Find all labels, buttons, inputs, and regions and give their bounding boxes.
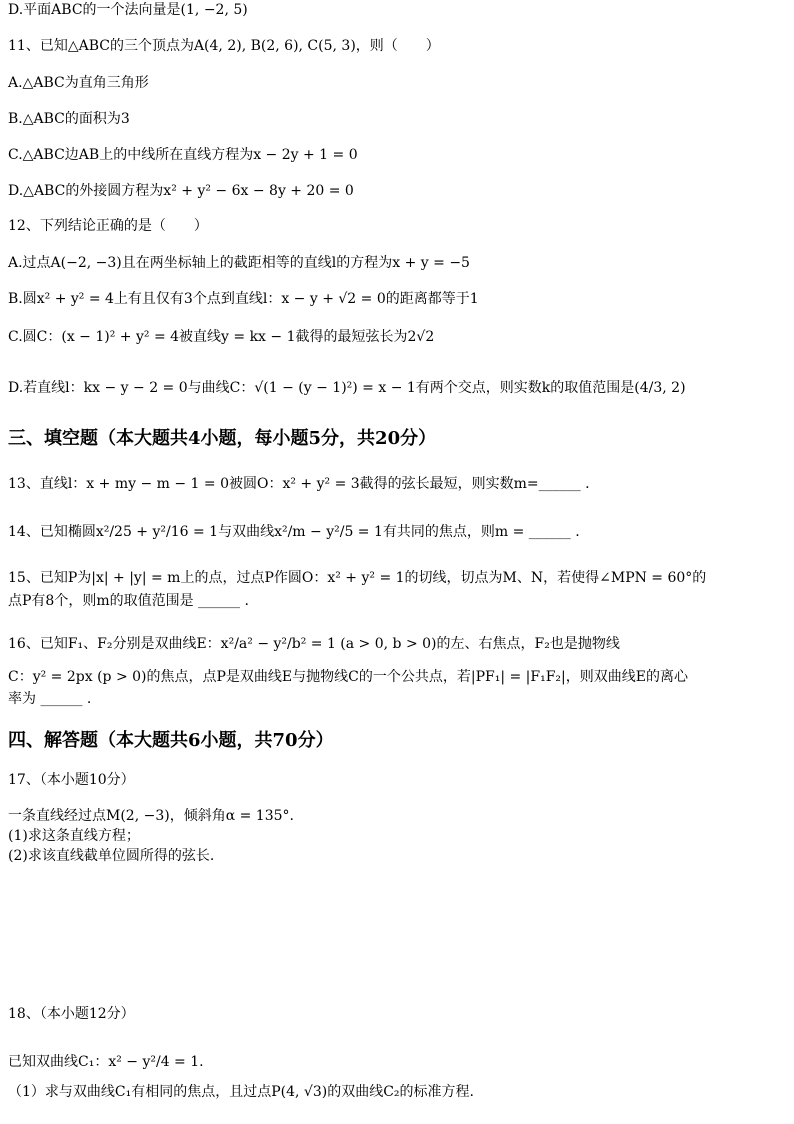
q17-header: 17、（本小题10分） xyxy=(8,772,135,788)
q11-option-c: C.△ABC边AB上的中线所在直线方程为x − 2y + 1 = 0 xyxy=(8,147,358,163)
q18-stem: 已知双曲线C₁：x² − y²/4 = 1. xyxy=(8,1054,204,1070)
q14: 14、已知椭圆x²/25 + y²/16 = 1与双曲线x²/m − y²/5 = 1有共同的焦点，则m = ______ . xyxy=(8,524,580,540)
section-fill-in-heading: 三、填空题（本大题共4小题，每小题5分，共20分） xyxy=(8,428,437,449)
q12-option-b: B.圆x² + y² = 4上有且仅有3个点到直线l：x − y + √2 = 0的距离都等于1 xyxy=(8,291,479,307)
q16-line-3: 率为 ______ . xyxy=(8,691,92,707)
q11-option-b: B.△ABC的面积为3 xyxy=(8,111,130,127)
q11-stem: 11、已知△ABC的三个顶点为A(4, 2), B(2, 6), C(5, 3)，则（ ） xyxy=(8,38,440,54)
q18-part-1: （1）求与双曲线C₁有相同的焦点，且过点P(4, √3)的双曲线C₂的标准方程. xyxy=(8,1084,474,1100)
q11-option-d: D.△ABC的外接圆方程为x² + y² − 6x − 8y + 20 = 0 xyxy=(8,183,354,199)
q12-option-d: D.若直线l：kx − y − 2 = 0与曲线C：√(1 − (y − 1)²) = x − 1有两个交点，则实数k的取值范围是(4/3, 2) xyxy=(8,380,686,396)
q16-line-1: 16、已知F₁、F₂分别是双曲线E：x²/a² − y²/b² = 1 (a > 0, b > 0)的左、右焦点，F₂也是抛物线 xyxy=(8,636,620,652)
section-answer-heading: 四、解答题（本大题共6小题，共70分） xyxy=(8,730,334,751)
q12-option-a: A.过点A(−2, −3)且在两坐标轴上的截距相等的直线l的方程为x + y = −5 xyxy=(8,255,470,271)
q17-part-1: (1)求这条直线方程； xyxy=(8,828,140,844)
q18-header: 18、（本小题12分） xyxy=(8,1006,135,1022)
q11-option-a: A.△ABC为直角三角形 xyxy=(8,75,149,91)
q17-stem: 一条直线经过点M(2, −3)，倾斜角α = 135°. xyxy=(8,808,294,824)
q16-line-2: C：y² = 2px (p > 0)的焦点，点P是双曲线E与抛物线C的一个公共点，若|PF₁| = |F₁F₂|，则双曲线E的离心 xyxy=(8,669,688,685)
q10-option-d: D.平面ABC的一个法向量是(1, −2, 5) xyxy=(8,2,248,18)
q12-stem: 12、下列结论正确的是（ ） xyxy=(8,218,208,234)
q17-part-2: (2)求该直线截单位圆所得的弦长. xyxy=(8,848,215,864)
q15-line-1: 15、已知P为|x| + |y| = m上的点，过点P作圆O：x² + y² = 1的切线，切点为M、N，若使得∠MPN = 60°的 xyxy=(8,570,707,586)
q13: 13、直线l：x + my − m − 1 = 0被圆O：x² + y² = 3截得的弦长最短，则实数m=______ . xyxy=(8,476,590,492)
q15-line-2: 点P有8个，则m的取值范围是 ______ . xyxy=(8,593,249,609)
q12-option-c: C.圆C：(x − 1)² + y² = 4被直线y = kx − 1截得的最短弦长为2√2 xyxy=(8,329,435,345)
